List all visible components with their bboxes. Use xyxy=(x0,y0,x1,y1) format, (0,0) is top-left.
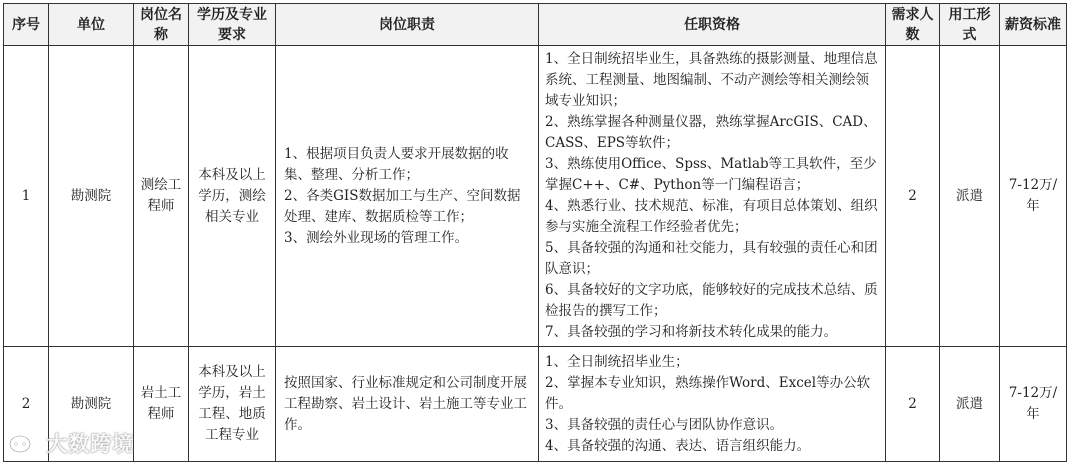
chat-bubble-icon xyxy=(8,434,34,456)
cell-unit: 勘测院 xyxy=(49,347,134,462)
qualification-item: 1、全日制统招毕业生，具备熟练的摄影测量、地理信息系统、工程测量、地图编制、不动产测绘等相关测绘领域专业知识； xyxy=(545,51,878,109)
qualification-item: 5、具备较强的沟通和社交能力，具有较强的责任心和团队意识； xyxy=(545,240,878,277)
cell-salary: 7-12万/年 xyxy=(1000,46,1067,347)
watermark xyxy=(8,428,134,458)
cell-education: 本科及以上学历，测绘相关专业 xyxy=(189,46,276,347)
qualification-item: 7、具备较强的学习和将新技术转化成果的能力。 xyxy=(545,324,838,340)
cell-position: 测绘工程师 xyxy=(134,46,189,347)
qualification-item: 3、熟练使用Office、Spss、Matlab等工具软件，至少掌握C++、C#、Python等一门编程语言； xyxy=(545,156,877,193)
watermark-text: 大数跨境 xyxy=(46,432,135,456)
qualification-item: 2、熟练掌握各种测量仪器，熟练掌握ArcGIS、CAD、CASS、EPS等软件； xyxy=(545,114,877,151)
qualification-item: 3、具备较强的责任心与团队协作意识。 xyxy=(545,416,784,433)
duty-item: 按照国家、行业标准规定和公司制度开展工程勘察、岩土设计、岩土施工等专业工作。 xyxy=(284,374,527,433)
header-duties: 岗位职责 xyxy=(276,4,539,46)
qualification-item: 6、具备较好的文字功底，能够较好的完成技术总结、质检报告的撰写工作； xyxy=(545,282,878,319)
cell-duties xyxy=(276,347,539,462)
cell-count: 2 xyxy=(886,46,940,347)
header-row xyxy=(4,4,1067,46)
cell-employment: 派遣 xyxy=(940,46,1000,347)
duty-item: 2、各类GIS数据加工与生产、空间数据处理、建库、数据质检等工作； xyxy=(284,187,521,225)
header-salary: 薪资标准 xyxy=(1000,4,1067,46)
cell-unit: 勘测院 xyxy=(49,46,134,347)
header-education: 学历及专业要求 xyxy=(189,4,276,46)
job-table xyxy=(3,3,1067,462)
cell-no: 2 xyxy=(4,347,49,462)
cell-qualifications xyxy=(539,46,886,347)
cell-count: 2 xyxy=(886,347,940,462)
header-qualifications: 任职资格 xyxy=(539,4,886,46)
header-position: 岗位名称 xyxy=(134,4,189,46)
cell-salary: 7-12万/年 xyxy=(1000,347,1067,462)
header-employment: 用工形式 xyxy=(940,4,1000,46)
duty-item: 1、根据项目负责人要求开展数据的收集、整理、分析工作； xyxy=(284,145,509,183)
table-row xyxy=(4,46,1067,347)
cell-duties xyxy=(276,46,539,347)
qualification-item: 4、具备较强的沟通、表达、语言组织能力。 xyxy=(545,437,811,454)
cell-employment: 派遣 xyxy=(940,347,1000,462)
header-count: 需求人数 xyxy=(886,4,940,46)
table-row xyxy=(4,347,1067,462)
qualification-item: 4、熟悉行业、技术规范、标准，有项目总体策划、组织参与实施全流程工作经验者优先； xyxy=(545,198,878,235)
qualification-item: 2、掌握本专业知识，熟练操作Word、Excel等办公软件。 xyxy=(545,374,871,412)
duty-item: 3、测绘外业现场的管理工作。 xyxy=(284,229,469,246)
cell-position: 岩土工程师 xyxy=(134,347,189,462)
header-no: 序号 xyxy=(4,4,49,46)
header-unit: 单位 xyxy=(49,4,134,46)
cell-qualifications xyxy=(539,347,886,462)
cell-education: 本科及以上学历，岩土工程、地质工程专业 xyxy=(189,347,276,462)
qualification-item: 1、全日制统招毕业生； xyxy=(545,353,689,370)
cell-no: 1 xyxy=(4,46,49,347)
